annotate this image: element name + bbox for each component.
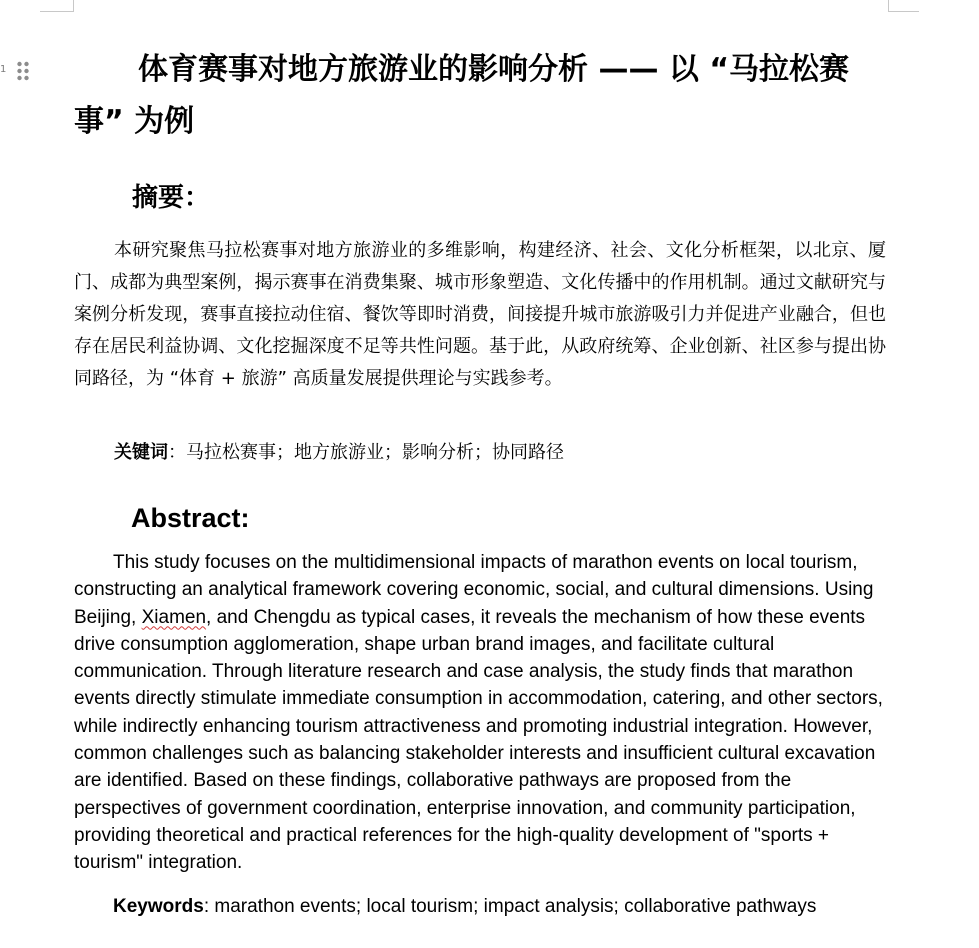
keywords-en-value: marathon events; local tourism; impact analysis; collaborative pathways [214, 896, 817, 917]
drag-handle-icon[interactable] [16, 60, 30, 82]
keywords-en-label: Keywords [113, 896, 204, 917]
page-corner-top-left [40, 0, 74, 12]
document-title[interactable]: 体育赛事对地方旅游业的影响分析 —— 以 “马拉松赛事” 为例 [74, 52, 850, 139]
keywords-en-separator: : [203, 896, 215, 917]
keywords-cn-label: 关键词 [114, 442, 168, 463]
page-corner-top-right [888, 0, 919, 12]
spellcheck-flagged-word[interactable]: Xiamen [141, 606, 207, 628]
keywords-cn-separator: ： [168, 442, 186, 463]
abstract-cn-heading[interactable]: 摘要： [132, 183, 211, 213]
abstract-en-body-part2: , and Chengdu as typical cases, it reveals the mechanism of how these events drive consumption agglomeration, shape urban brand images, and facilitate cultural communication. Through literature research and case analysis, the study finds that marathon events directly stimulate immediate consumption in accommodation, catering, and other sectors, while indirectly enhancing tourism attractiveness and promoting industrial integration. However, common challenges such as balancing stakeholder interests and insufficient cultural excavation are identified. Based on these findings, collaborative pathways are proposed from the perspectives of government coordination, enterprise innovation, and community participation, providing theoretical and practical references for the high-quality development of "sports + tourism" integration. [74, 606, 883, 874]
abstract-en-body-part1: This study focuses on the multidimensional impacts of marathon events on local tourism, constructing an analytical framework covering economic, social, and cultural dimensions. Using Beijing, [74, 552, 874, 628]
keywords-cn-line[interactable] [114, 437, 564, 469]
abstract-cn-body[interactable]: 本研究聚焦马拉松赛事对地方旅游业的多维影响，构建经济、社会、文化分析框架，以北京、厦门、成都为典型案例，揭示赛事在消费集聚、城市形象塑造、文化传播中的作用机制。通过文献研究与案例分析发现，赛事直接拉动住宿、餐饮等即时消费，间接提升城市旅游吸引力并促进产业融合，但也存在居民利益协调、文化挖掘深度不足等共性问题。基于此，从政府统筹、企业创新、社区参与提出协同路径，为 “体育 + 旅游” 高质量发展提供理论与实践参考。 [74, 240, 886, 389]
abstract-en-heading[interactable]: Abstract: [131, 503, 250, 533]
abstract-en-body[interactable] [74, 549, 900, 877]
keywords-cn-value: 马拉松赛事；地方旅游业；影响分析；协同路径 [186, 442, 564, 463]
line-number: 1 [0, 64, 7, 75]
keywords-en-line[interactable] [113, 893, 816, 921]
